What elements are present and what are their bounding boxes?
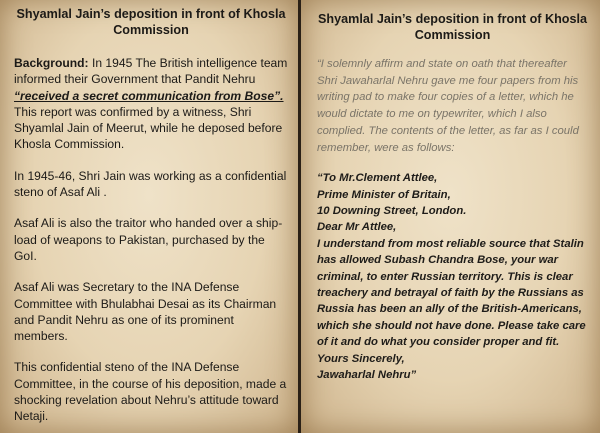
background-quote: “received a secret communication from Bose”. (14, 88, 284, 103)
left-title-line2: Commission (113, 23, 189, 37)
left-title-line1: Shyamlal Jain’s deposition in front of Khosla (16, 7, 286, 21)
left-page-title (14, 6, 288, 38)
letter-body: I understand from most reliable source that Stalin has allowed Subash Chandra Bose, your war criminal, to enter Russian territory. This is clear treachery and betrayal of faith by the Russians as Russia has been an ally of the British-Americans, which she should not have done. Please take care of it and do what you consider proper and fit. (317, 237, 586, 349)
asaf-ali-traitor-paragraph: Asaf Ali is also the traitor who handed over a ship-load of weapons to Pakistan, purchased by the GoI. (14, 216, 283, 263)
letter-salutation: Dear Mr Attlee, (317, 221, 397, 234)
oath-quote: “I solemnly affirm and state on oath that thereafter Shri Jawaharlal Nehru gave me four papers from his writing pad to make four copies of a letter, which he would dictate to me on typewriter, which I also complied. The contents of the letter, as far as I could remember, were as follows: (317, 58, 579, 154)
ina-committee-paragraph: Asaf Ali was Secretary to the INA Defense Committee with Bhulabhai Desai as its Chairman and Pandit Nehru as one of its prominent members. (14, 280, 277, 344)
steno-paragraph: In 1945-46, Shri Jain was working as a confidential steno of Asaf Ali . (14, 168, 287, 200)
letter-address: 10 Downing Street, London. (317, 205, 467, 218)
letter-text (317, 170, 588, 383)
background-text-b: This report was confirmed by a witness, Shri Shyamlal Jain of Meerut, while he deposed before Khosla Commission. (14, 104, 283, 152)
revelation-paragraph: This confidential steno of the INA Defense Committee, in the course of his deposition, made a shocking revelation about Nehru’s attitude toward Netaji. (14, 360, 287, 424)
letter-closing: Yours Sincerely, (317, 352, 405, 365)
right-title-line1: Shyamlal Jain’s deposition in front of Khosla (318, 12, 587, 26)
background-text-a: In 1945 The British intelligence team informed their Government that Pandit Nehru (14, 56, 288, 87)
background-label: Background: (14, 56, 89, 70)
right-page-title (317, 11, 588, 43)
right-title-line2: Commission (414, 28, 491, 42)
background-paragraph (14, 55, 288, 153)
letter-role: Prime Minister of Britain, (317, 188, 451, 201)
right-page (301, 0, 600, 433)
letter-to: “To Mr.Clement Attlee, (317, 172, 438, 185)
letter-signature: Jawaharlal Nehru” (317, 369, 417, 382)
left-page (0, 0, 298, 433)
